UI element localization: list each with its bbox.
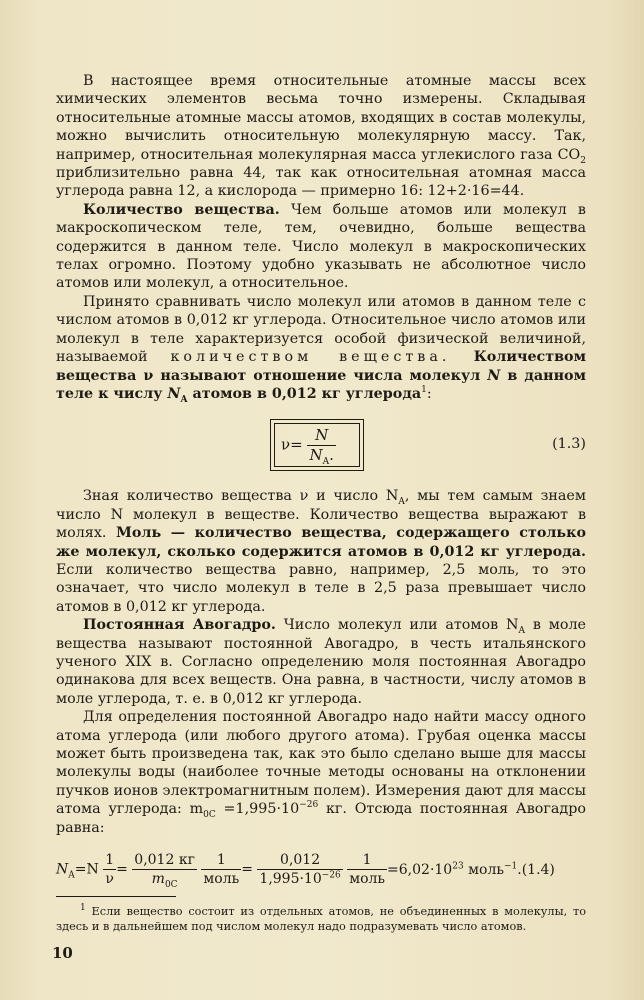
f14-frac2: [132, 851, 197, 889]
f14-result-val: =6,02·10: [387, 861, 453, 878]
p3-bold-a-sub: A: [180, 394, 188, 405]
paragraph-avogadro: [56, 616, 586, 708]
p3-text: Принято сравнивать число молекул или атомов в данном теле с числом атомов в 0,012 кг углерода. Относительное число атомов или молекул в теле характеризуется особой физической величиной, называемой: [56, 293, 586, 366]
formula13-lhs: ν=: [281, 436, 303, 455]
formula13-fraction: [307, 426, 335, 467]
f14-eq2: =: [116, 861, 128, 878]
p1-tail: приблизительно равна 44, так как относительная атомная масса углерода равна 12, а кислорода — примерно 16: 12+2·16=44.: [56, 165, 586, 200]
f14-f5-num: 1: [347, 851, 387, 870]
f14-result-unit-exp: −1: [503, 861, 518, 872]
p4-text-b: , мы тем самым знаем число N молекул в веществе. Количество вещества выражают в молях.: [56, 488, 587, 542]
p1-text: В настоящее время относительные атомные массы всех химических элементов весьма точно измерены. Складывая относительные атомные массы атомов, входящих в состав молекулы, можно вычислить относительную молекулярную массу. Так, например, относительная молекулярная масса углекислого газа CO: [56, 73, 586, 163]
formula13-num: N: [307, 426, 335, 445]
footnote-text: Если вещество состоит из отдельных атомов, не объединенных в молекулы, то здесь и в дальнейшем под числом молекул надо подразумевать число атомов.: [56, 905, 586, 933]
p3-bold-c: атомов в 0,012 кг углерода: [187, 385, 422, 402]
formula13-den-dot: .: [329, 445, 334, 464]
f14-f5-den: моль: [349, 871, 386, 888]
footnote-mark: 1: [421, 385, 427, 396]
p5-text: Число молекул или атомов N: [275, 617, 519, 634]
footnote: [56, 904, 586, 934]
f14-frac5: [347, 851, 387, 889]
formula13-den: [307, 445, 335, 467]
f14-f2-num: 0,012 кг: [132, 851, 197, 870]
formula-box: [270, 419, 364, 471]
main-text: [56, 72, 586, 915]
f14-result-unit: моль: [463, 861, 504, 878]
f14-result: [387, 862, 555, 878]
paragraph-definition: [56, 293, 586, 403]
paragraph-relative-masses: [56, 72, 586, 201]
f14-f2-den-sub: 0C: [164, 880, 178, 891]
formula13-den-sub: A: [322, 456, 330, 467]
p5-sub: A: [518, 626, 526, 637]
p6-text: Для определения постоянной Авогадро надо найти массу одного атома углерода (или любого другого атома). Грубая оценка массы может быть произведена так, как это было сделано выше для массы молекулы воды (наиболее точные методы основаны на отклонении пучков ионов электромагнитным полем). Измерения дают для массы атома углерода: m: [56, 709, 586, 818]
p6-exp: −26: [299, 800, 319, 811]
f14-number: .(1.4): [517, 861, 555, 878]
p4-end: Если количество вещества равно, например, 2,5 моль, то это означает, что число молекул в теле в 2,5 раза превышает число атомов в 0,012 кг углерода.: [56, 561, 586, 615]
p3-bold-na: N: [167, 385, 181, 402]
formula13-number: (1.3): [552, 436, 586, 453]
f14-f2-den: [132, 870, 197, 891]
p6-sub: 0C: [203, 810, 216, 821]
f14-eq3: =: [241, 861, 253, 878]
p3-spaced-term: количеством вещества.: [170, 349, 451, 366]
f14-f3-num: 1: [201, 851, 241, 870]
p2-text: Чем больше атомов или молекул в макроскопическом теле, тем, очевидно, больше вещества содержится в данном теле. Число молекул в макроскопических телах огромно. Поэтому удобно указывать не абсолютное число атомов или молекул, а относительное.: [56, 201, 586, 292]
f14-lhs-sub: A: [68, 870, 75, 881]
p5-tail: в моле вещества называют постоянной Авогадро, в честь итальянского ученого XIX в. Согласно определению моля постоянная Авогадро одинакова для всех веществ. Она равна, в частности, числу атомов в моле углерода, т. е. в 0,012 кг углерода.: [56, 617, 586, 707]
f14-frac4: [257, 851, 342, 889]
f14-eq1: =N: [74, 861, 99, 878]
f14-result-exp: 23: [452, 861, 464, 872]
p3-bold-a: Количеством вещества ν называют отношение числа молекул: [56, 349, 586, 384]
page-number: 10: [52, 944, 73, 962]
formula13-den-n: N: [309, 445, 323, 464]
f14-f1-num: 1: [103, 851, 116, 870]
p3-end: :: [426, 385, 432, 402]
section-heading-avogadro: Постоянная Авогадро.: [83, 617, 276, 634]
section-heading-amount: Количество вещества.: [83, 201, 280, 218]
f14-lhs: N: [56, 861, 69, 878]
footnote-rule: [56, 896, 176, 897]
p6-unit: кг. Отсюда постоянная Авогадро равна:: [56, 801, 586, 836]
f14-f2-den-m: m: [151, 871, 165, 888]
formula-1-3: [56, 409, 586, 483]
p1-sub: 2: [580, 155, 586, 166]
p3-bold-b: в данном теле к числу: [56, 367, 586, 402]
f14-f4-num: 0,012: [257, 851, 342, 870]
f14-f1-den: ν: [105, 871, 114, 888]
paragraph-mole: [56, 487, 586, 616]
paragraph-carbon-mass: [56, 708, 586, 837]
p3-bold-n: N: [487, 367, 501, 384]
f14-f4-den-val: 1,995·10: [259, 871, 322, 888]
p6-value: =1,995·10: [215, 801, 300, 818]
p4-sub: A: [398, 497, 405, 508]
f14-f4-den-exp: −26: [321, 870, 341, 881]
f14-frac3: [201, 851, 241, 889]
p4-bold-definition: Моль — количество вещества, содержащего столько же молекул, сколько содержится атомов в 0,012 кг углерода.: [56, 525, 586, 560]
f14-frac1: [103, 851, 116, 889]
f14-f3-den: моль: [203, 871, 240, 888]
footnote-mark-bottom: 1: [80, 903, 86, 914]
f14-f4-den: [257, 870, 342, 888]
p4-text: Зная количество вещества ν и число N: [83, 488, 399, 505]
paragraph-amount-of-substance: [56, 201, 586, 293]
